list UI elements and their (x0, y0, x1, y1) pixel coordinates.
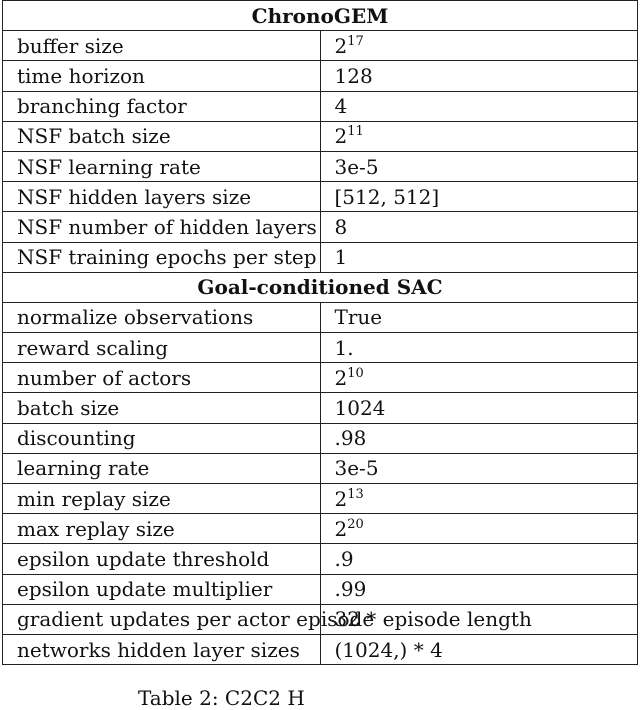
power-base: 2 (334, 486, 348, 511)
power-base: 2 (334, 516, 348, 541)
power-exponent: 20 (347, 516, 364, 532)
param-value: 3e-5 (320, 151, 638, 181)
table-row (3, 242, 638, 272)
param-value (320, 121, 638, 151)
table-row (3, 182, 638, 212)
param-name: time horizon (3, 61, 321, 91)
table-row (3, 544, 638, 574)
param-value: 1. (320, 333, 638, 363)
param-value: 1 (320, 242, 638, 272)
param-name: normalize observations (3, 302, 321, 332)
param-value (320, 31, 638, 61)
param-value: .9 (320, 544, 638, 574)
param-value: .98 (320, 423, 638, 453)
param-name: batch size (3, 393, 321, 423)
param-value: 8 (320, 212, 638, 242)
param-name: NSF learning rate (3, 151, 321, 181)
power-base: 2 (334, 365, 348, 390)
table-row (3, 91, 638, 121)
table-row (3, 484, 638, 514)
param-value: 4 (320, 91, 638, 121)
table-row (3, 363, 638, 393)
table-row (3, 333, 638, 363)
param-name: NSF batch size (3, 121, 321, 151)
table-row (3, 31, 638, 61)
table-row (3, 604, 638, 634)
table-row (3, 423, 638, 453)
table-row (3, 302, 638, 332)
param-name: NSF number of hidden layers (3, 212, 321, 242)
section-header-row (3, 272, 638, 302)
param-name: epsilon update threshold (3, 544, 321, 574)
param-name: NSF training epochs per step (3, 242, 321, 272)
power-base: 2 (334, 33, 348, 58)
section-title: Goal-conditioned SAC (3, 272, 638, 302)
param-name: learning rate (3, 453, 321, 483)
section-header-row (3, 1, 638, 31)
param-value: 3e-5 (320, 453, 638, 483)
param-value: True (320, 302, 638, 332)
param-value: .99 (320, 574, 638, 604)
param-name: number of actors (3, 363, 321, 393)
param-value (320, 363, 638, 393)
table-caption: Table 2: C2C2 H (138, 686, 305, 710)
param-value: 32 * episode length (320, 604, 638, 634)
section-title: ChronoGEM (3, 1, 638, 31)
power-exponent: 17 (347, 33, 364, 49)
param-name: epsilon update multiplier (3, 574, 321, 604)
table-row (3, 212, 638, 242)
param-name: max replay size (3, 514, 321, 544)
param-name: buffer size (3, 31, 321, 61)
table-row (3, 151, 638, 181)
param-name: networks hidden layer sizes (3, 634, 321, 664)
param-name: gradient updates per actor episode (3, 604, 321, 634)
power-base: 2 (334, 124, 348, 149)
power-exponent: 13 (347, 486, 364, 502)
param-value: (1024,) * 4 (320, 634, 638, 664)
param-name: NSF hidden layers size (3, 182, 321, 212)
param-value: 1024 (320, 393, 638, 423)
hyperparameters-table-body (3, 1, 638, 665)
hyperparameters-table (2, 0, 638, 665)
table-row (3, 574, 638, 604)
table-row (3, 514, 638, 544)
param-value (320, 514, 638, 544)
table-row (3, 61, 638, 91)
param-value: [512, 512] (320, 182, 638, 212)
param-name: min replay size (3, 484, 321, 514)
power-exponent: 10 (347, 365, 364, 381)
table-row (3, 393, 638, 423)
param-name: reward scaling (3, 333, 321, 363)
table-row (3, 453, 638, 483)
param-name: branching factor (3, 91, 321, 121)
param-value (320, 484, 638, 514)
table-row (3, 121, 638, 151)
param-name: discounting (3, 423, 321, 453)
param-value: 128 (320, 61, 638, 91)
power-exponent: 11 (347, 124, 364, 140)
table-row (3, 634, 638, 664)
